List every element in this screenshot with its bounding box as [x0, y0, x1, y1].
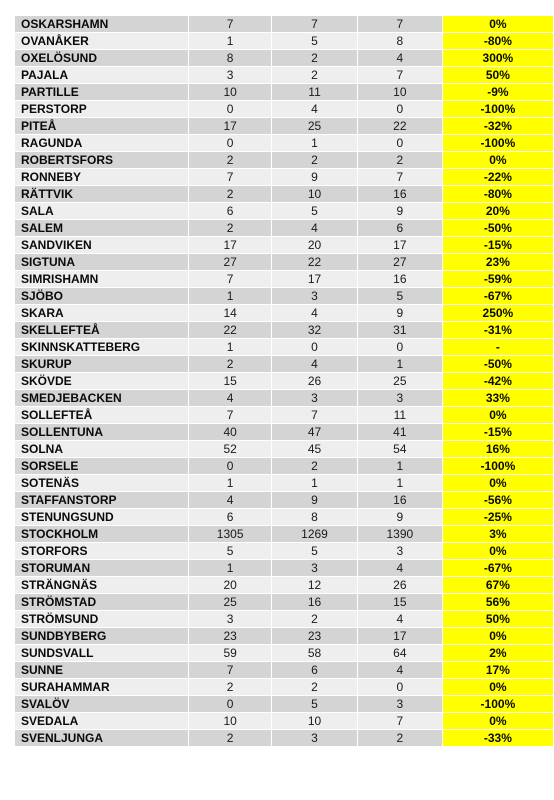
- value-cell-3: 0: [357, 101, 442, 118]
- value-cell-3: 17: [357, 628, 442, 645]
- value-cell-3: 3: [357, 696, 442, 713]
- municipality-name-cell: SKARA: [15, 305, 189, 322]
- value-cell-2: 25: [272, 118, 358, 135]
- value-cell-2: 58: [272, 645, 358, 662]
- change-percent-cell: 250%: [442, 305, 553, 322]
- value-cell-1: 22: [189, 322, 272, 339]
- table-row: [15, 288, 554, 305]
- value-cell-1: 7: [189, 16, 272, 33]
- table-row: [15, 458, 554, 475]
- value-cell-1: 0: [189, 458, 272, 475]
- value-cell-3: 1390: [357, 526, 442, 543]
- value-cell-2: 23: [272, 628, 358, 645]
- table-row: [15, 16, 554, 33]
- value-cell-3: 0: [357, 679, 442, 696]
- value-cell-1: 2: [189, 186, 272, 203]
- value-cell-1: 1: [189, 339, 272, 356]
- change-percent-cell: -67%: [442, 560, 553, 577]
- municipality-name-cell: STRÖMSUND: [15, 611, 189, 628]
- value-cell-3: 9: [357, 509, 442, 526]
- value-cell-1: 52: [189, 441, 272, 458]
- table-row: [15, 254, 554, 271]
- table-row: [15, 152, 554, 169]
- value-cell-1: 10: [189, 84, 272, 101]
- value-cell-2: 20: [272, 237, 358, 254]
- change-percent-cell: 20%: [442, 203, 553, 220]
- value-cell-3: 26: [357, 577, 442, 594]
- municipality-name-cell: SANDVIKEN: [15, 237, 189, 254]
- municipality-name-cell: SUNDSVALL: [15, 645, 189, 662]
- table-row: [15, 33, 554, 50]
- value-cell-2: 5: [272, 543, 358, 560]
- change-percent-cell: -100%: [442, 696, 553, 713]
- table-row: [15, 441, 554, 458]
- value-cell-1: 2: [189, 152, 272, 169]
- value-cell-3: 3: [357, 390, 442, 407]
- municipality-name-cell: SURAHAMMAR: [15, 679, 189, 696]
- municipality-name-cell: OVANÅKER: [15, 33, 189, 50]
- value-cell-1: 1305: [189, 526, 272, 543]
- value-cell-3: 0: [357, 135, 442, 152]
- value-cell-3: 25: [357, 373, 442, 390]
- change-percent-cell: 0%: [442, 713, 553, 730]
- change-percent-cell: 50%: [442, 611, 553, 628]
- value-cell-1: 4: [189, 390, 272, 407]
- municipality-table: [14, 15, 554, 747]
- change-percent-cell: -42%: [442, 373, 553, 390]
- table-row: [15, 662, 554, 679]
- change-percent-cell: -100%: [442, 101, 553, 118]
- municipality-name-cell: SJÖBO: [15, 288, 189, 305]
- value-cell-1: 40: [189, 424, 272, 441]
- municipality-name-cell: RAGUNDA: [15, 135, 189, 152]
- municipality-name-cell: STRÖMSTAD: [15, 594, 189, 611]
- value-cell-2: 2: [272, 458, 358, 475]
- value-cell-3: 4: [357, 611, 442, 628]
- value-cell-2: 47: [272, 424, 358, 441]
- change-percent-cell: 300%: [442, 50, 553, 67]
- value-cell-1: 8: [189, 50, 272, 67]
- value-cell-3: 15: [357, 594, 442, 611]
- municipality-name-cell: SVENLJUNGA: [15, 730, 189, 747]
- change-percent-cell: -15%: [442, 424, 553, 441]
- municipality-name-cell: SALEM: [15, 220, 189, 237]
- value-cell-2: 6: [272, 662, 358, 679]
- table-row: [15, 509, 554, 526]
- value-cell-1: 1: [189, 475, 272, 492]
- table-row: [15, 373, 554, 390]
- value-cell-1: 59: [189, 645, 272, 662]
- municipality-name-cell: RONNEBY: [15, 169, 189, 186]
- value-cell-1: 20: [189, 577, 272, 594]
- value-cell-3: 54: [357, 441, 442, 458]
- table-row: [15, 186, 554, 203]
- value-cell-2: 1: [272, 475, 358, 492]
- value-cell-1: 5: [189, 543, 272, 560]
- value-cell-3: 8: [357, 33, 442, 50]
- change-percent-cell: 0%: [442, 543, 553, 560]
- municipality-name-cell: OXELÖSUND: [15, 50, 189, 67]
- municipality-name-cell: SKURUP: [15, 356, 189, 373]
- value-cell-2: 3: [272, 560, 358, 577]
- value-cell-3: 17: [357, 237, 442, 254]
- change-percent-cell: -22%: [442, 169, 553, 186]
- municipality-name-cell: SVALÖV: [15, 696, 189, 713]
- value-cell-2: 0: [272, 339, 358, 356]
- value-cell-3: 3: [357, 543, 442, 560]
- value-cell-3: 7: [357, 67, 442, 84]
- municipality-name-cell: STORUMAN: [15, 560, 189, 577]
- municipality-name-cell: PAJALA: [15, 67, 189, 84]
- municipality-name-cell: PERSTORP: [15, 101, 189, 118]
- value-cell-3: 2: [357, 730, 442, 747]
- table-row: [15, 713, 554, 730]
- value-cell-1: 3: [189, 67, 272, 84]
- table-row: [15, 135, 554, 152]
- value-cell-1: 6: [189, 203, 272, 220]
- value-cell-2: 1269: [272, 526, 358, 543]
- change-percent-cell: -15%: [442, 237, 553, 254]
- value-cell-3: 1: [357, 475, 442, 492]
- value-cell-2: 1: [272, 135, 358, 152]
- table-row: [15, 560, 554, 577]
- municipality-name-cell: PARTILLE: [15, 84, 189, 101]
- table-row: [15, 169, 554, 186]
- value-cell-2: 16: [272, 594, 358, 611]
- change-percent-cell: -32%: [442, 118, 553, 135]
- value-cell-2: 3: [272, 288, 358, 305]
- value-cell-3: 16: [357, 186, 442, 203]
- value-cell-3: 9: [357, 305, 442, 322]
- municipality-name-cell: SALA: [15, 203, 189, 220]
- table-row: [15, 577, 554, 594]
- value-cell-1: 25: [189, 594, 272, 611]
- table-row: [15, 543, 554, 560]
- municipality-name-cell: STOCKHOLM: [15, 526, 189, 543]
- table-row: [15, 305, 554, 322]
- municipality-name-cell: SIMRISHAMN: [15, 271, 189, 288]
- change-percent-cell: 56%: [442, 594, 553, 611]
- value-cell-2: 2: [272, 67, 358, 84]
- change-percent-cell: -9%: [442, 84, 553, 101]
- table-row: [15, 84, 554, 101]
- change-percent-cell: 0%: [442, 407, 553, 424]
- municipality-name-cell: SKINNSKATTEBERG: [15, 339, 189, 356]
- table-row: [15, 645, 554, 662]
- table-row: [15, 101, 554, 118]
- value-cell-3: 0: [357, 339, 442, 356]
- value-cell-2: 3: [272, 390, 358, 407]
- change-percent-cell: -80%: [442, 33, 553, 50]
- change-percent-cell: -25%: [442, 509, 553, 526]
- change-percent-cell: 50%: [442, 67, 553, 84]
- value-cell-1: 4: [189, 492, 272, 509]
- municipality-name-cell: STRÄNGNÄS: [15, 577, 189, 594]
- change-percent-cell: 0%: [442, 679, 553, 696]
- value-cell-3: 31: [357, 322, 442, 339]
- value-cell-3: 1: [357, 356, 442, 373]
- value-cell-2: 5: [272, 33, 358, 50]
- value-cell-3: 64: [357, 645, 442, 662]
- municipality-name-cell: ROBERTSFORS: [15, 152, 189, 169]
- value-cell-1: 2: [189, 356, 272, 373]
- value-cell-2: 2: [272, 50, 358, 67]
- change-percent-cell: -50%: [442, 356, 553, 373]
- value-cell-1: 0: [189, 696, 272, 713]
- change-percent-cell: 33%: [442, 390, 553, 407]
- table-row: [15, 50, 554, 67]
- table-row: [15, 356, 554, 373]
- table-row: [15, 424, 554, 441]
- value-cell-2: 9: [272, 492, 358, 509]
- change-percent-cell: 0%: [442, 475, 553, 492]
- table-row: [15, 526, 554, 543]
- municipality-name-cell: OSKARSHAMN: [15, 16, 189, 33]
- municipality-name-cell: SOLLEFTEÅ: [15, 407, 189, 424]
- value-cell-2: 4: [272, 220, 358, 237]
- value-cell-2: 22: [272, 254, 358, 271]
- change-percent-cell: -100%: [442, 135, 553, 152]
- change-percent-cell: -67%: [442, 288, 553, 305]
- value-cell-1: 6: [189, 509, 272, 526]
- table-row: [15, 220, 554, 237]
- municipality-name-cell: SOLLENTUNA: [15, 424, 189, 441]
- municipality-name-cell: SUNDBYBERG: [15, 628, 189, 645]
- table-row: [15, 407, 554, 424]
- value-cell-2: 8: [272, 509, 358, 526]
- municipality-name-cell: STENUNGSUND: [15, 509, 189, 526]
- municipality-name-cell: SMEDJEBACKEN: [15, 390, 189, 407]
- value-cell-2: 2: [272, 611, 358, 628]
- value-cell-1: 17: [189, 237, 272, 254]
- municipality-name-cell: SUNNE: [15, 662, 189, 679]
- value-cell-1: 17: [189, 118, 272, 135]
- value-cell-2: 10: [272, 186, 358, 203]
- value-cell-1: 23: [189, 628, 272, 645]
- municipality-name-cell: SIGTUNA: [15, 254, 189, 271]
- value-cell-3: 1: [357, 458, 442, 475]
- municipality-name-cell: STAFFANSTORP: [15, 492, 189, 509]
- value-cell-1: 2: [189, 220, 272, 237]
- value-cell-1: 1: [189, 288, 272, 305]
- value-cell-2: 5: [272, 203, 358, 220]
- table-row: [15, 696, 554, 713]
- value-cell-3: 5: [357, 288, 442, 305]
- change-percent-cell: -80%: [442, 186, 553, 203]
- value-cell-2: 32: [272, 322, 358, 339]
- change-percent-cell: -50%: [442, 220, 553, 237]
- change-percent-cell: -33%: [442, 730, 553, 747]
- change-percent-cell: -31%: [442, 322, 553, 339]
- change-percent-cell: 23%: [442, 254, 553, 271]
- value-cell-2: 11: [272, 84, 358, 101]
- value-cell-3: 6: [357, 220, 442, 237]
- municipality-name-cell: SVEDALA: [15, 713, 189, 730]
- municipality-name-cell: SKÖVDE: [15, 373, 189, 390]
- table-row: [15, 339, 554, 356]
- value-cell-1: 27: [189, 254, 272, 271]
- municipality-name-cell: SOTENÄS: [15, 475, 189, 492]
- value-cell-1: 7: [189, 169, 272, 186]
- value-cell-3: 16: [357, 492, 442, 509]
- municipality-name-cell: PITEÅ: [15, 118, 189, 135]
- value-cell-3: 7: [357, 713, 442, 730]
- table-row: [15, 628, 554, 645]
- value-cell-3: 27: [357, 254, 442, 271]
- value-cell-2: 3: [272, 730, 358, 747]
- value-cell-3: 4: [357, 50, 442, 67]
- value-cell-3: 11: [357, 407, 442, 424]
- change-percent-cell: 67%: [442, 577, 553, 594]
- value-cell-3: 10: [357, 84, 442, 101]
- value-cell-2: 9: [272, 169, 358, 186]
- municipality-name-cell: RÄTTVIK: [15, 186, 189, 203]
- value-cell-3: 2: [357, 152, 442, 169]
- table-row: [15, 322, 554, 339]
- table-row: [15, 679, 554, 696]
- value-cell-2: 2: [272, 679, 358, 696]
- municipality-name-cell: SOLNA: [15, 441, 189, 458]
- value-cell-3: 41: [357, 424, 442, 441]
- value-cell-3: 4: [357, 560, 442, 577]
- table-row: [15, 475, 554, 492]
- municipality-name-cell: STORFORS: [15, 543, 189, 560]
- table-row: [15, 611, 554, 628]
- value-cell-2: 45: [272, 441, 358, 458]
- value-cell-1: 10: [189, 713, 272, 730]
- value-cell-2: 17: [272, 271, 358, 288]
- table-row: [15, 594, 554, 611]
- value-cell-1: 7: [189, 407, 272, 424]
- value-cell-1: 2: [189, 730, 272, 747]
- municipality-name-cell: SORSELE: [15, 458, 189, 475]
- table-row: [15, 271, 554, 288]
- value-cell-2: 12: [272, 577, 358, 594]
- change-percent-cell: 2%: [442, 645, 553, 662]
- value-cell-2: 7: [272, 407, 358, 424]
- value-cell-3: 4: [357, 662, 442, 679]
- municipality-name-cell: SKELLEFTEÅ: [15, 322, 189, 339]
- value-cell-1: 3: [189, 611, 272, 628]
- value-cell-3: 7: [357, 16, 442, 33]
- change-percent-cell: -56%: [442, 492, 553, 509]
- table-row: [15, 118, 554, 135]
- value-cell-2: 7: [272, 16, 358, 33]
- value-cell-3: 16: [357, 271, 442, 288]
- change-percent-cell: 16%: [442, 441, 553, 458]
- value-cell-2: 4: [272, 101, 358, 118]
- table-body: [15, 16, 554, 747]
- value-cell-2: 10: [272, 713, 358, 730]
- value-cell-1: 1: [189, 560, 272, 577]
- value-cell-1: 0: [189, 135, 272, 152]
- value-cell-1: 2: [189, 679, 272, 696]
- change-percent-cell: 17%: [442, 662, 553, 679]
- value-cell-1: 7: [189, 662, 272, 679]
- change-percent-cell: 0%: [442, 628, 553, 645]
- value-cell-1: 1: [189, 33, 272, 50]
- table-row: [15, 730, 554, 747]
- change-percent-cell: -: [442, 339, 553, 356]
- table-row: [15, 492, 554, 509]
- value-cell-2: 2: [272, 152, 358, 169]
- value-cell-1: 7: [189, 271, 272, 288]
- table-row: [15, 390, 554, 407]
- table-row: [15, 67, 554, 84]
- value-cell-3: 22: [357, 118, 442, 135]
- value-cell-2: 5: [272, 696, 358, 713]
- change-percent-cell: 0%: [442, 16, 553, 33]
- value-cell-2: 4: [272, 305, 358, 322]
- change-percent-cell: 0%: [442, 152, 553, 169]
- value-cell-1: 15: [189, 373, 272, 390]
- change-percent-cell: -100%: [442, 458, 553, 475]
- value-cell-2: 4: [272, 356, 358, 373]
- value-cell-1: 0: [189, 101, 272, 118]
- value-cell-3: 7: [357, 169, 442, 186]
- change-percent-cell: 3%: [442, 526, 553, 543]
- table-row: [15, 203, 554, 220]
- value-cell-1: 14: [189, 305, 272, 322]
- change-percent-cell: -59%: [442, 271, 553, 288]
- table-row: [15, 237, 554, 254]
- value-cell-3: 9: [357, 203, 442, 220]
- value-cell-2: 26: [272, 373, 358, 390]
